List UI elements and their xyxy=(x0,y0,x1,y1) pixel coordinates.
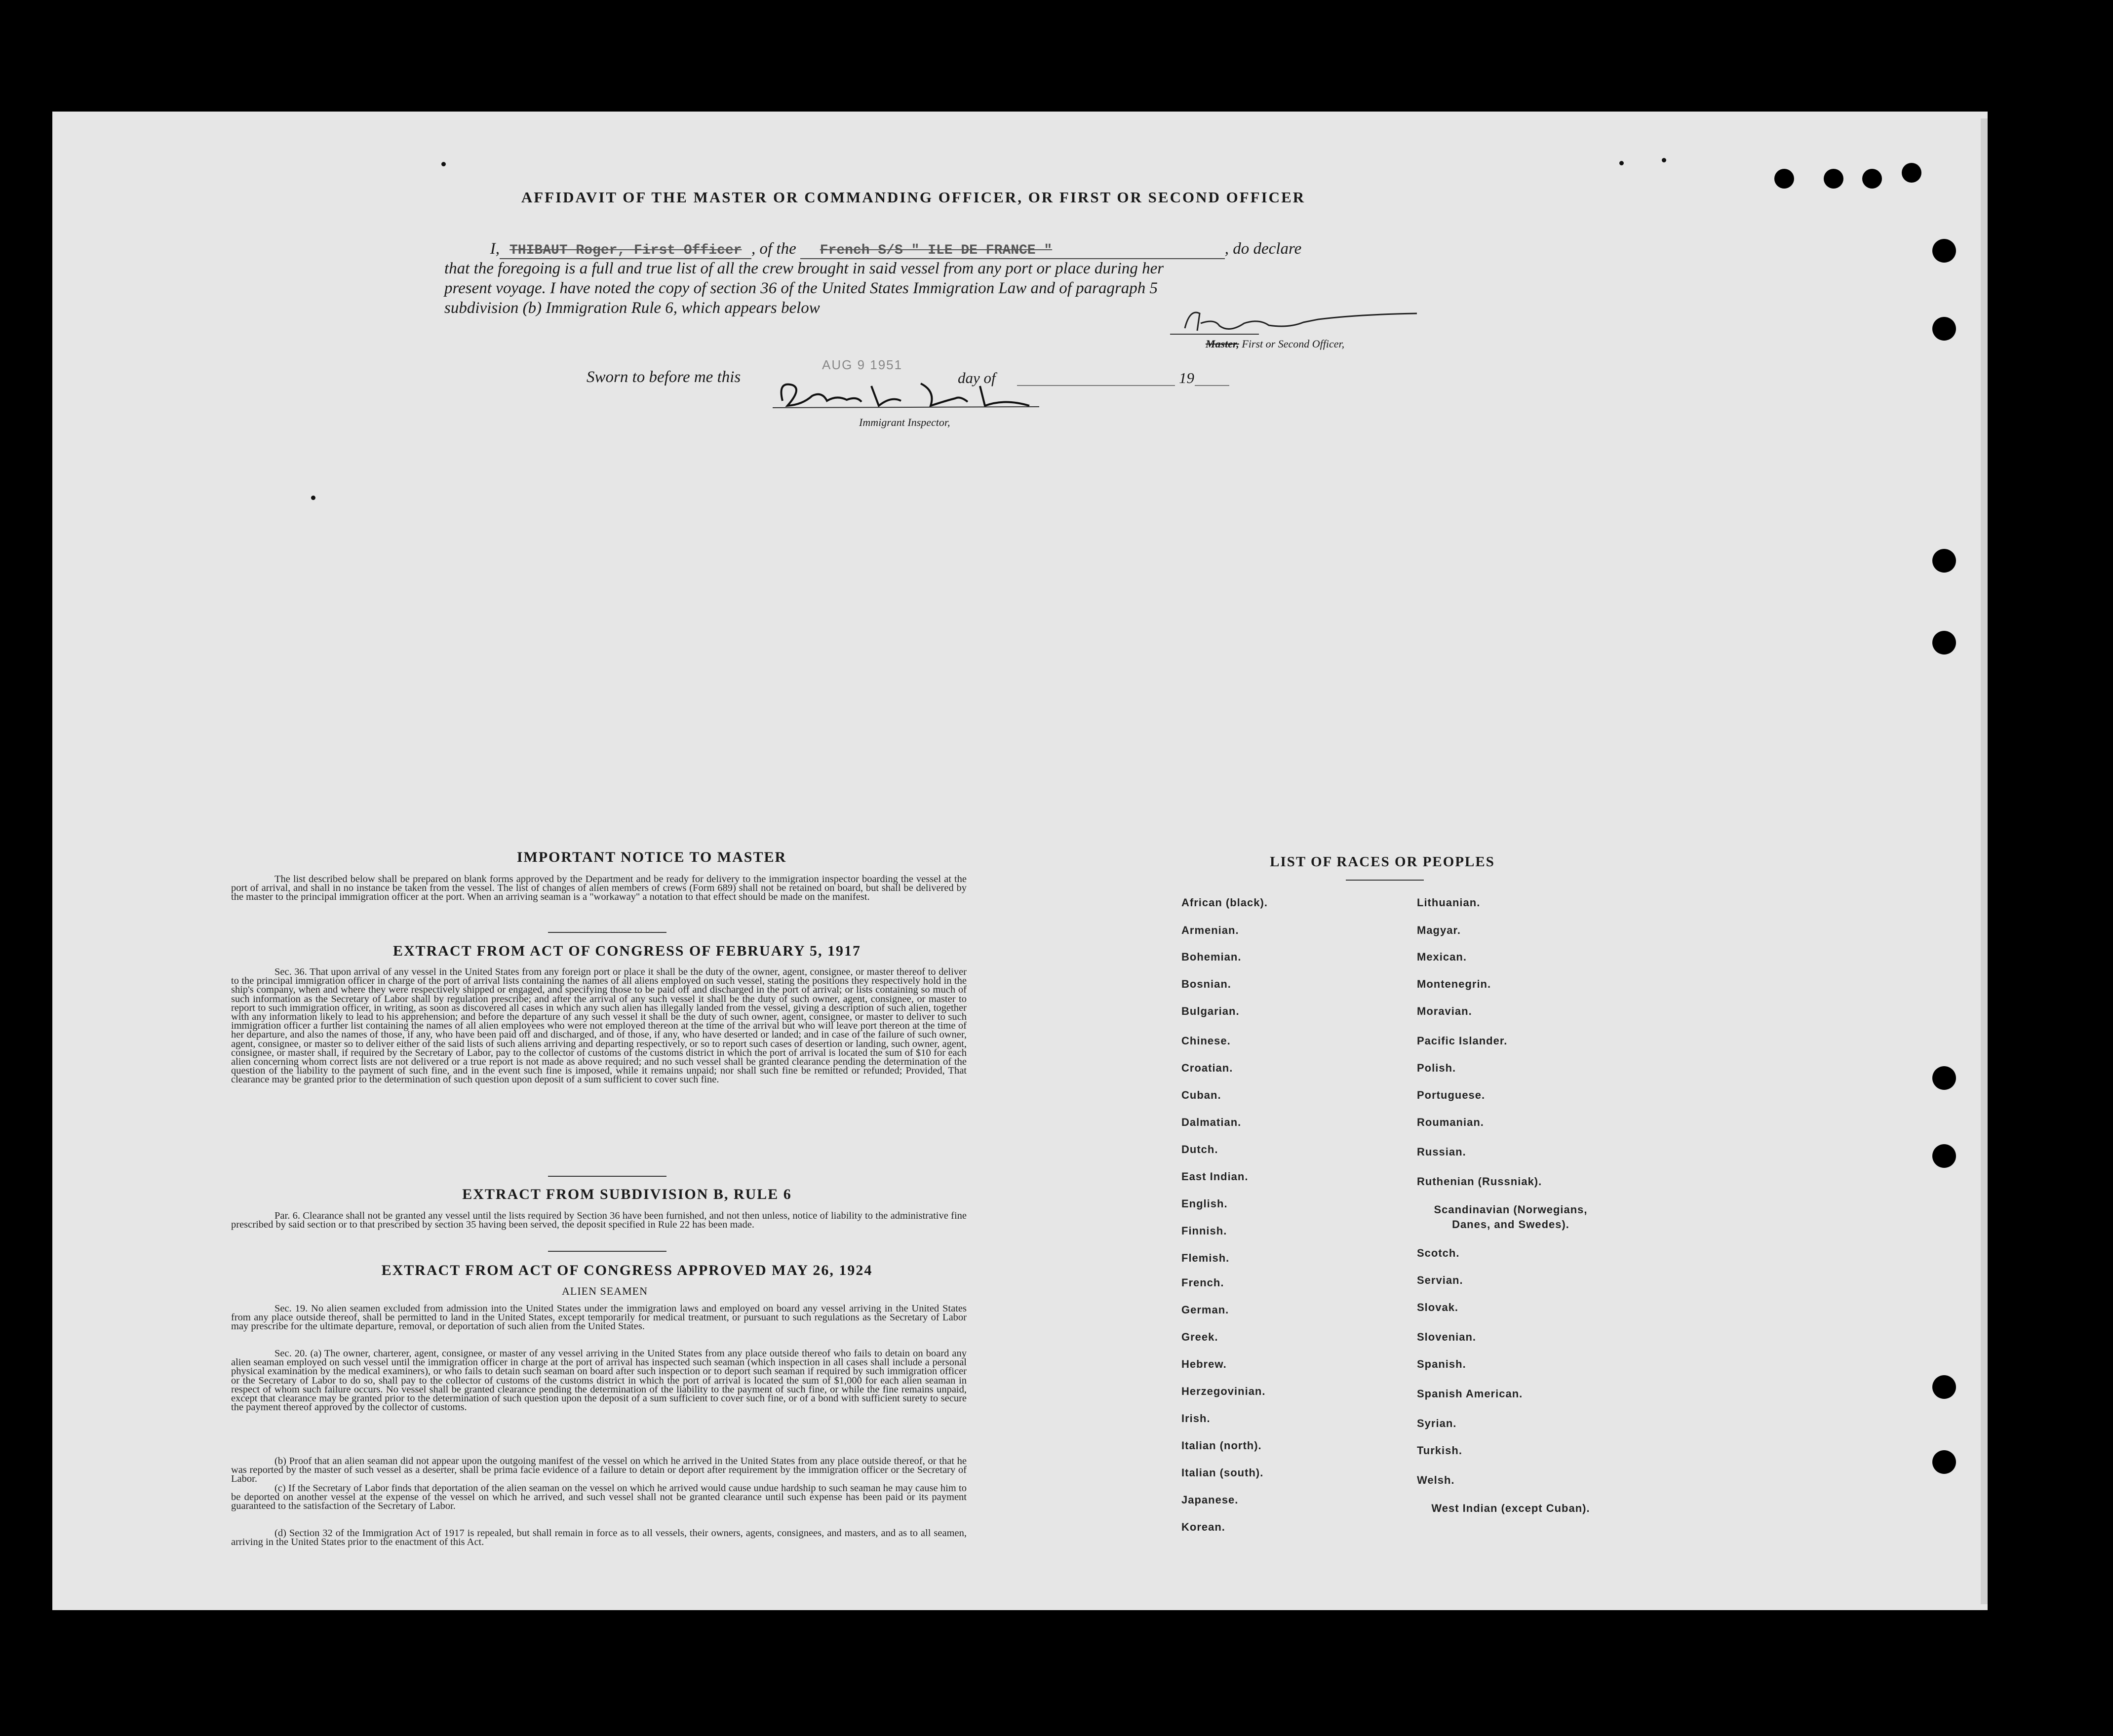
rule6-text: Par. 6. Clearance shall not be granted any vessel until the lists required by Section 36 have been furnished, and not then unless, notice of liability to the administrative fine prescribed by said section or to that prescribed by section 35 having been served, the deposit specified in Rule 22 has been made. xyxy=(231,1210,967,1231)
declaration-line-1 xyxy=(444,240,1382,259)
divider xyxy=(548,932,666,933)
declaration-line-4: subdivision (b) Immigration Rule 6, which appears below xyxy=(444,299,820,317)
race-right-item: Slovak. xyxy=(1417,1301,1459,1313)
race-left-item: French. xyxy=(1181,1276,1224,1289)
punch-hole xyxy=(1862,169,1882,189)
sec20b-text: (b) Proof that an alien seaman did not appear upon the outgoing manifest of the vessel on which he arrived in the United States from any place outside thereof, or that he was reported by the master of such vessel as a deserter, shall be prima facie evidence of a failure to detain or deport after requirement by the immigration officer or the Secretary of Labor. xyxy=(231,1456,967,1485)
race-left-item: African (black). xyxy=(1181,896,1268,909)
inspector-title: Immigrant Inspector, xyxy=(859,416,950,428)
race-left-item: Japanese. xyxy=(1181,1494,1239,1506)
race-right-item: Servian. xyxy=(1417,1274,1463,1286)
extract-1924-heading: EXTRACT FROM ACT OF CONGRESS APPROVED MAY 26, 1924 xyxy=(381,1262,873,1278)
punch-hole xyxy=(1932,631,1956,655)
race-left-item: German. xyxy=(1181,1304,1229,1316)
sworn-text: Sworn to before me this xyxy=(587,368,741,386)
race-left-item: Croatian. xyxy=(1181,1062,1233,1074)
race-left-item: Chinese. xyxy=(1181,1035,1231,1047)
divider xyxy=(548,1176,666,1177)
race-left-item: Bohemian. xyxy=(1181,951,1242,963)
race-right-item: Spanish American. xyxy=(1417,1388,1523,1400)
race-left-item: Armenian. xyxy=(1181,924,1239,936)
year-line xyxy=(1195,385,1229,386)
divider xyxy=(1346,880,1424,881)
punch-hole xyxy=(1932,1144,1956,1168)
race-right-item: Welsh. xyxy=(1417,1474,1455,1486)
race-right-item: Scotch. xyxy=(1417,1247,1460,1259)
speck xyxy=(311,496,315,500)
race-left-item: Bulgarian. xyxy=(1181,1005,1240,1017)
punch-hole xyxy=(1932,1450,1956,1474)
day-of-text: day of xyxy=(958,369,996,386)
do-declare-text: , do declare xyxy=(1224,240,1302,258)
rule6-heading: EXTRACT FROM SUBDIVISION B, RULE 6 xyxy=(462,1186,792,1202)
race-left-item: Dutch. xyxy=(1181,1143,1218,1156)
race-right-item: Ruthenian (Russniak). xyxy=(1417,1175,1542,1188)
vessel-name-typed: French S/S " ILE DE FRANCE " xyxy=(820,243,1053,258)
sec20c-text: (c) If the Secretary of Labor finds that deportation of the alien seaman on the vessel on which he arrived would cause undue hardship to such seaman he may cause him to be deported on another vessel at the expense of the vessel on which he arrived, and such vessel shall not be granted clearance until such expense has been paid or its payment guaranteed to the satisfaction of the Secretary of Labor. xyxy=(231,1483,967,1512)
race-left-item: Finnish. xyxy=(1181,1225,1227,1237)
race-right-item: Turkish. xyxy=(1417,1444,1462,1457)
officer-name-typed: THIBAUT Roger, First Officer xyxy=(509,243,742,258)
affidavit-title: AFFIDAVIT OF THE MASTER OR COMMANDING OFFICER, OR FIRST OR SECOND OFFICER xyxy=(521,189,1306,206)
inspector-signature xyxy=(773,371,1049,421)
race-left-item: Irish. xyxy=(1181,1412,1211,1425)
officer-signature xyxy=(1170,304,1422,343)
date-stamp: AUG 9 1951 xyxy=(822,357,903,372)
race-right-item: Syrian. xyxy=(1417,1417,1457,1429)
race-right-item: Polish. xyxy=(1417,1062,1456,1074)
race-right-item: Russian. xyxy=(1417,1146,1466,1158)
extract-1917-text: Sec. 36. That upon arrival of any vessel in the United States from any foreign port or place it shall be the duty of the owner, agent, consignee, or master thereof to deliver to the principal immigration officer in charge of the port of arrival lists containing the names of all aliens employed on such vessel, stating the positions they respectively hold in the ship's company, when and where they were respectively shipped or engaged, and specifying those to be paid off and discharged in the port of arrival; or lists containing so much of such information as the Secretary of Labor shall by regulation prescribe; and after the arrival of any such vessel it shall be the duty of such owner, agent, consignee, or master to report to such immigration officer, in writing, as soon as discovered all cases in which any such alien has illegally landed from the vessel, giving a description of such alien, together with any information likely to lead to his apprehension; and before the departure of any such vessel it shall be the duty of such owner, agent, consignee, or master to deliver to such immigration officer a further list containing the names of all alien employees who were not employed thereon at the time of the arrival but who will leave port thereon at the time of her departure, and also the names of those, if any, who have been paid off and discharged, and of those, if any, who have deserted or landed; and in case of the failure of such owner, agent, consignee, or master so to deliver either of the said lists of such aliens arriving and departing respectively, or so to report such cases of desertion or landing, such owner, agent, consignee, or master shall, if required by the Secretary of Labor, pay to the collector of customs of the customs district in which the port of arrival is located the sum of $10 for each alien concerning whom correct lists are not delivered or a true report is not made as above required; and no such vessel shall be granted clearance pending the determination of the question of the liability to the payment of such fine, and in the event such fine is imposed, while it remains unpaid; nor shall such fine be remitted or refunded; Provided, That clearance may be granted prior to the determination of such question upon deposit of a sum sufficient to cover such fine. xyxy=(231,966,967,1085)
of-the-text: , of the xyxy=(751,240,796,258)
race-right-item: Pacific Islander. xyxy=(1417,1035,1508,1047)
race-right-item: Roumanian. xyxy=(1417,1116,1484,1128)
declaration-line-3: present voyage. I have noted the copy of section 36 of the United States Immigration Law and of paragraph 5 xyxy=(444,279,1158,297)
speck xyxy=(1662,158,1666,162)
race-left-item: Flemish. xyxy=(1181,1252,1230,1264)
punch-hole xyxy=(1932,317,1956,341)
races-heading: LIST OF RACES OR PEOPLES xyxy=(1270,854,1495,870)
race-right-item: Magyar. xyxy=(1417,924,1461,936)
race-right-item: Montenegrin. xyxy=(1417,978,1491,990)
alien-seamen-subheading: ALIEN SEAMEN xyxy=(562,1285,648,1297)
punch-hole xyxy=(1824,169,1843,189)
notice-text: The list described below shall be prepared on blank forms approved by the Department and be ready for delivery to the immigration inspector boarding the vessel at the port of arrival, and shall in no instance be taken from the vessel. The list of changes of alien members of crews (Form 689) shall not be retained on board, but shall be delivered by the master to the principal immigration officer at the port. When an arriving seaman is a "workaway" a notation to that effect should be made on the manifest. xyxy=(231,874,967,903)
sec19-text: Sec. 19. No alien seamen excluded from admission into the United States under the immigration laws and employed on board any vessel arriving in the United States from any place outside thereof, shall be permitted to land in the United States, except temporarily for medical treatment, or pursuant to such regulations as the Secretary of Labor may prescribe for the ultimate departure, removal, or deportation of such alien from the United States. xyxy=(231,1303,967,1332)
race-left-item: Italian (south). xyxy=(1181,1466,1264,1479)
race-right-item: Portuguese. xyxy=(1417,1089,1486,1101)
race-right-item: Scandinavian (Norwegians, Danes, and Swedes). xyxy=(1434,1203,1588,1231)
officer-title-rest: First or Second Officer, xyxy=(1239,338,1345,350)
speck xyxy=(1619,161,1624,165)
race-right-item: Moravian. xyxy=(1417,1005,1472,1017)
punch-hole xyxy=(1932,239,1956,263)
race-left-item: English. xyxy=(1181,1197,1228,1210)
race-left-item: East Indian. xyxy=(1181,1170,1249,1183)
sec20d-text: (d) Section 32 of the Immigration Act of 1917 is repealed, but shall remain in force as to all vessels, their owners, agents, consignees, and masters, and as to all seamen, arriving in the United States prior to the enactment of this Act. xyxy=(231,1528,967,1548)
declaration-i: I, xyxy=(490,240,500,258)
extract-1917-heading: EXTRACT FROM ACT OF CONGRESS OF FEBRUARY 5, 1917 xyxy=(392,943,861,959)
master-strikethrough: Master, xyxy=(1206,338,1239,350)
race-right-item: Lithuanian. xyxy=(1417,896,1481,909)
race-left-item: Dalmatian. xyxy=(1181,1116,1242,1128)
punch-hole xyxy=(1774,169,1794,189)
punch-hole xyxy=(1932,549,1956,573)
sec20a-text: Sec. 20. (a) The owner, charterer, agent, consignee, or master of any vessel arriving in the United States from any place outside thereof who fails to detain on board any alien seaman employed on such vessel until the immigration officer in charge at the port of arrival has inspected such seaman (which inspection in all cases shall include a personal physical examination by the medical examiners), or who fails to detain such seaman on board after such inspection or to deport such seaman if required by such immigration officer or the Secretary of Labor to do so, shall pay to the collector of customs of the customs district in which the port of arrival is located the sum of $1,000 for each alien seaman in respect of whom such failure occurs. No vessel shall be granted clearance pending the determination of the liability to the payment of such fine, or while the fine remains unpaid, except that clearance may be granted prior to the determination of such question upon the deposit of a sum sufficient to cover such fine, or of a bond with sufficient surety to secure the payment thereof approved by the collector of customs. xyxy=(231,1348,967,1413)
page-edge xyxy=(1981,118,1988,1604)
punch-hole xyxy=(1902,163,1921,183)
year-text: 19 xyxy=(1179,369,1194,386)
race-right-item: Mexican. xyxy=(1417,951,1467,963)
race-left-item: Bosnian. xyxy=(1181,978,1231,990)
punch-hole xyxy=(1932,1066,1956,1090)
speck xyxy=(441,162,446,166)
race-left-item: Greek. xyxy=(1181,1331,1218,1343)
notice-heading: IMPORTANT NOTICE TO MASTER xyxy=(516,849,787,865)
race-right-item: West Indian (except Cuban). xyxy=(1431,1502,1590,1514)
race-left-item: Herzegovinian. xyxy=(1181,1385,1266,1397)
punch-hole xyxy=(1932,1375,1956,1399)
divider xyxy=(548,1251,666,1252)
race-left-item: Korean. xyxy=(1181,1521,1225,1533)
race-left-item: Cuban. xyxy=(1181,1089,1221,1101)
officer-title xyxy=(1206,338,1344,350)
declaration-line-2: that the foregoing is a full and true list of all the crew brought in said vessel from any port or place during her xyxy=(444,260,1164,277)
race-left-item: Italian (north). xyxy=(1181,1439,1262,1452)
race-right-item: Spanish. xyxy=(1417,1358,1466,1370)
race-left-item: Hebrew. xyxy=(1181,1358,1227,1370)
race-right-item: Slovenian. xyxy=(1417,1331,1477,1343)
